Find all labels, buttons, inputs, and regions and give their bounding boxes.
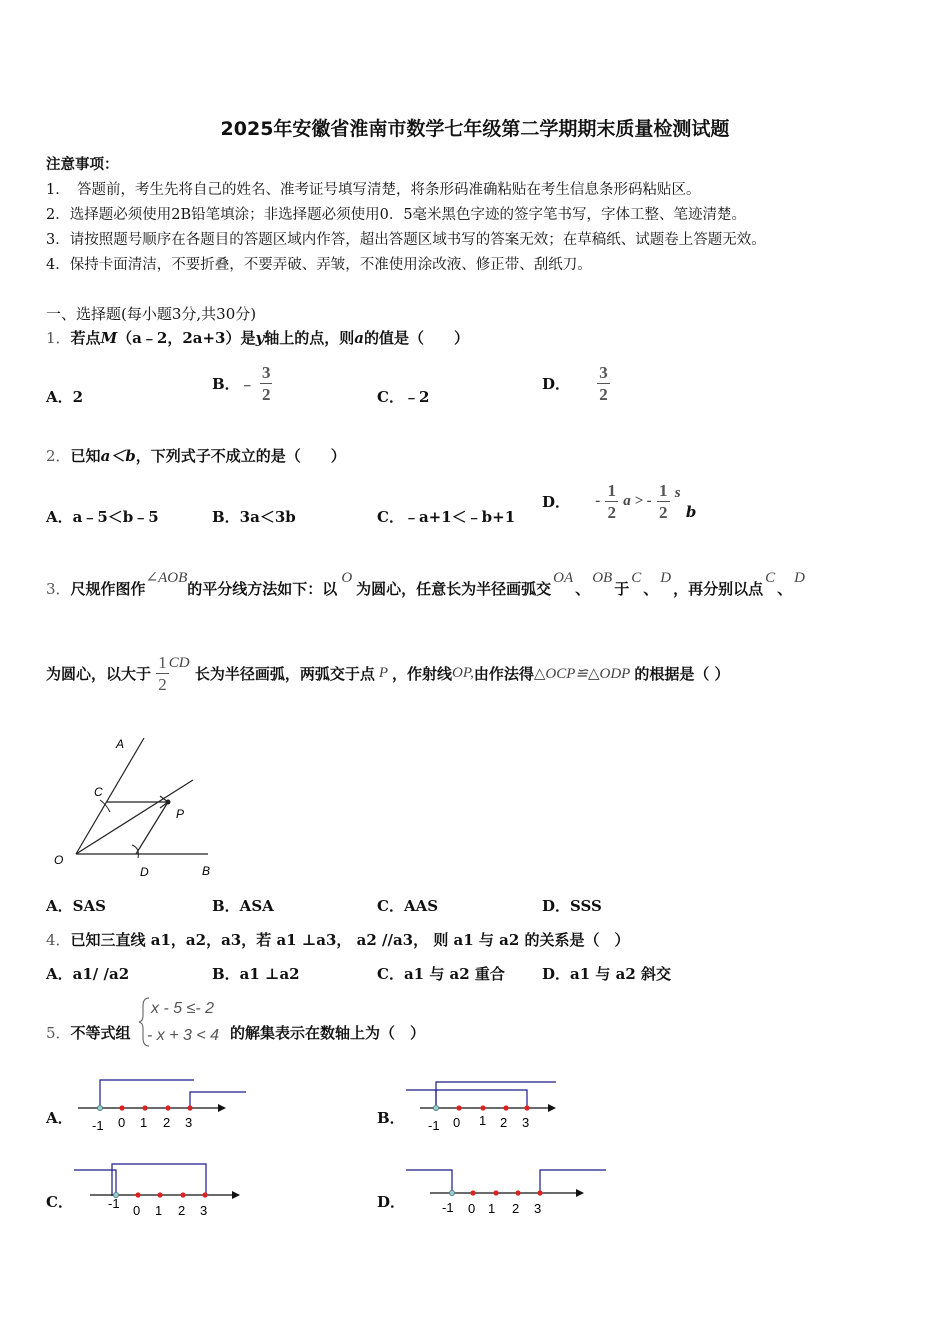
label-p: P (176, 807, 185, 821)
q2-option-a[interactable]: A．a﹣5＜b﹣5 (46, 508, 159, 526)
q5-option-a[interactable]: A． (46, 1109, 73, 1127)
label-c: C (94, 785, 103, 799)
inequality-brace (138, 994, 238, 1050)
q5-option-c[interactable]: C． (46, 1193, 73, 1211)
svg-text:-1: -1 (428, 1118, 440, 1133)
svg-text:2: 2 (512, 1201, 520, 1216)
q4-option-d[interactable]: D．a1 与 a2 斜交 (542, 965, 671, 983)
question-5: 5．不等式组 (46, 1024, 131, 1042)
question-5-post: 的解集表示在数轴上为（ ） (230, 1024, 426, 1042)
svg-text:0: 0 (133, 1203, 141, 1218)
q3-option-d[interactable]: D．SSS (542, 897, 602, 915)
q5-option-b[interactable]: B． (377, 1109, 405, 1127)
number-line-d (400, 1158, 610, 1220)
note-item: 3．请按照题号顺序在各题目的答题区域内作答，超出答题区域书写的答案无效；在草稿纸、试题卷上答题无效。 (46, 232, 766, 248)
inequality-1: x - 5 ≤- 2 (151, 1000, 215, 1017)
q4-option-b[interactable]: B．a1 ⊥a2 (212, 965, 300, 983)
q3-option-b[interactable]: B．ASA (212, 897, 274, 915)
svg-text:1: 1 (155, 1203, 163, 1218)
svg-text:0: 0 (118, 1115, 126, 1130)
q3-option-a[interactable]: A．SAS (46, 897, 106, 915)
svg-text:3: 3 (534, 1201, 542, 1216)
question-4: 4．已知三直线 a1，a2，a3，若 a1 ⊥a3， a2 //a3， 则 a1 与 a2 的关系是（ ） (46, 931, 630, 949)
note-item: 2．选择题必须使用2B铅笔填涂；非选择题必须使用0．5毫米黑色字迹的签字笔书写，字体工整、笔迹清楚。 (46, 207, 747, 223)
svg-text:0: 0 (468, 1201, 476, 1216)
q1-option-d[interactable]: D． $\frac{3}{2}$ (542, 363, 608, 404)
angle-bisector-figure (48, 730, 223, 885)
ray-oa (76, 738, 144, 854)
number-line-a (70, 1072, 250, 1134)
q3-option-c[interactable]: C．AAS (377, 897, 439, 915)
note-item: 4．保持卡面清洁，不要折叠，不要弄破、弄皱，不准使用涂改液、修正带、刮纸刀。 (46, 257, 592, 273)
q1-option-b[interactable]: B．﹣ $\frac{3}{2}$ (212, 363, 271, 404)
q1-option-c[interactable]: C．﹣2 (377, 388, 430, 406)
question-1: 1．若点M（a﹣2，2a+3）是y轴上的点，则a的值是（ ） (46, 329, 469, 347)
label-a: A (116, 737, 125, 751)
svg-text:2: 2 (163, 1115, 171, 1130)
q2-option-d[interactable]: D． - $\frac{1}{2}$ a > - $\frac{1}{2}$ s b (542, 481, 697, 522)
q1-option-a[interactable]: A．2 (46, 388, 84, 406)
question-2: 2．已知a＜b，下列式子不成立的是（ ） (46, 447, 346, 465)
q4-option-a[interactable]: A．a1/ /a2 (46, 965, 130, 983)
q4-option-c[interactable]: C．a1 与 a2 重合 (377, 965, 505, 983)
page-title: 2025年安徽省淮南市数学七年级第二学期期末质量检测试题 (220, 118, 730, 140)
inequality-2: - x + 3 < 4 (147, 1027, 220, 1044)
q5-option-d[interactable]: D． (377, 1193, 406, 1211)
q2-option-b[interactable]: B．3a＜3b (212, 508, 296, 526)
notes-heading: 注意事项： (46, 156, 119, 173)
section-heading: 一、选择题(每小题3分,共30分) (46, 305, 257, 323)
svg-text:0: 0 (453, 1115, 461, 1130)
label-d: D (140, 865, 149, 879)
question-3: 3．尺规作图作∠AOB的平分线方法如下：以O为圆心，任意长为半径画弧交OA、OB于C、D，再分别以点C、D (46, 570, 805, 598)
svg-text:1: 1 (479, 1113, 487, 1128)
svg-text:1: 1 (488, 1201, 496, 1216)
svg-text:2: 2 (178, 1203, 186, 1218)
label-o: O (54, 853, 64, 867)
question-3-line-2: 为圆心，以大于 $\frac{1}{2}$ CD 长为半径画弧，两弧交于点 P ，作射线OP,由作法得△OCP≌△ODP 的根据是（ ） (46, 653, 730, 694)
number-line-b (400, 1072, 580, 1134)
svg-text:1: 1 (140, 1115, 148, 1130)
svg-text:3: 3 (200, 1203, 208, 1218)
segment-dp (136, 802, 168, 854)
svg-text:2: 2 (500, 1115, 508, 1130)
svg-text:3: 3 (185, 1115, 193, 1130)
note-item: 1． 答题前，考生先将自己的姓名、准考证号填写清楚，将条形码准确粘贴在考生信息条形码粘贴区。 (46, 182, 701, 198)
point-p (166, 800, 171, 805)
number-line-c (70, 1158, 250, 1220)
q2-option-c[interactable]: C．﹣a+1＜﹣b+1 (377, 508, 516, 526)
label-b: B (202, 864, 211, 878)
svg-text:-1: -1 (92, 1118, 104, 1133)
svg-text:-1: -1 (442, 1200, 454, 1215)
svg-text:3: 3 (522, 1115, 530, 1130)
svg-text:-1: -1 (108, 1196, 120, 1211)
